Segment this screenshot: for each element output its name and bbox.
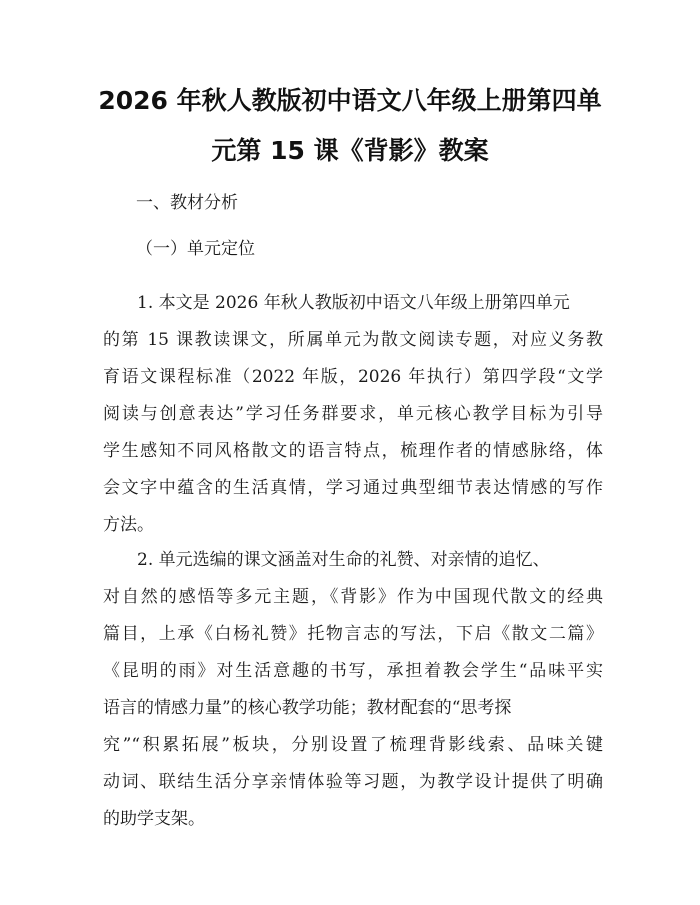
- paragraph-2-line: 对自然的感悟等多元主题，《背影》作为中国现代散文的经典: [103, 587, 603, 607]
- paragraph-2-line: 究”“积累拓展”板块，分别设置了梳理背影线索、品味关键: [103, 735, 603, 755]
- paragraph-1-line: 会文字中蕴含的生活真情，学习通过典型细节表达情感的写作: [103, 478, 603, 498]
- subsection-heading: （一）单元定位: [136, 239, 255, 259]
- paragraph-1-line: 学生感知不同风格散文的语言特点，梳理作者的情感脉络，体: [103, 441, 603, 461]
- paragraph-2-line: 动词、联结生活分享亲情体验等习题，为教学设计提供了明确: [103, 772, 603, 792]
- paragraph-2-line: 语言的情感力量”的核心教学功能；教材配套的“思考探: [103, 698, 512, 718]
- paragraph-1-line: 育语文课程标准（2022 年版，2026 年执行）第四学段“文学: [103, 367, 603, 387]
- document-title-line-2: 元第 15 课《背影》教案: [211, 136, 489, 165]
- paragraph-1-line: 1. 本文是 2026 年秋人教版初中语文八年级上册第四单元: [137, 293, 570, 313]
- document-title-line-1: 2026 年秋人教版初中语文八年级上册第四单: [98, 86, 602, 115]
- paragraph-2-line: 篇目，上承《白杨礼赞》托物言志的写法，下启《散文二篇》: [103, 624, 603, 644]
- paragraph-2-line: 的助学支架。: [103, 809, 205, 829]
- paragraph-2-line: 《昆明的雨》对生活意趣的书写，承担着教会学生“品味平实: [103, 661, 603, 681]
- paragraph-1: [103, 285, 603, 544]
- paragraph-1-line: 方法。: [103, 515, 154, 535]
- paragraph-1-line: 阅读与创意表达”学习任务群要求，单元核心教学目标为引导: [103, 404, 603, 424]
- paragraph-2: [103, 542, 603, 838]
- section-heading: 一、教材分析: [136, 193, 238, 213]
- paragraph-1-line: 的第 15 课教读课文，所属单元为散文阅读专题，对应义务教: [103, 330, 603, 350]
- paragraph-2-line: 2. 单元选编的课文涵盖对生命的礼赞、对亲情的追忆、: [137, 550, 550, 570]
